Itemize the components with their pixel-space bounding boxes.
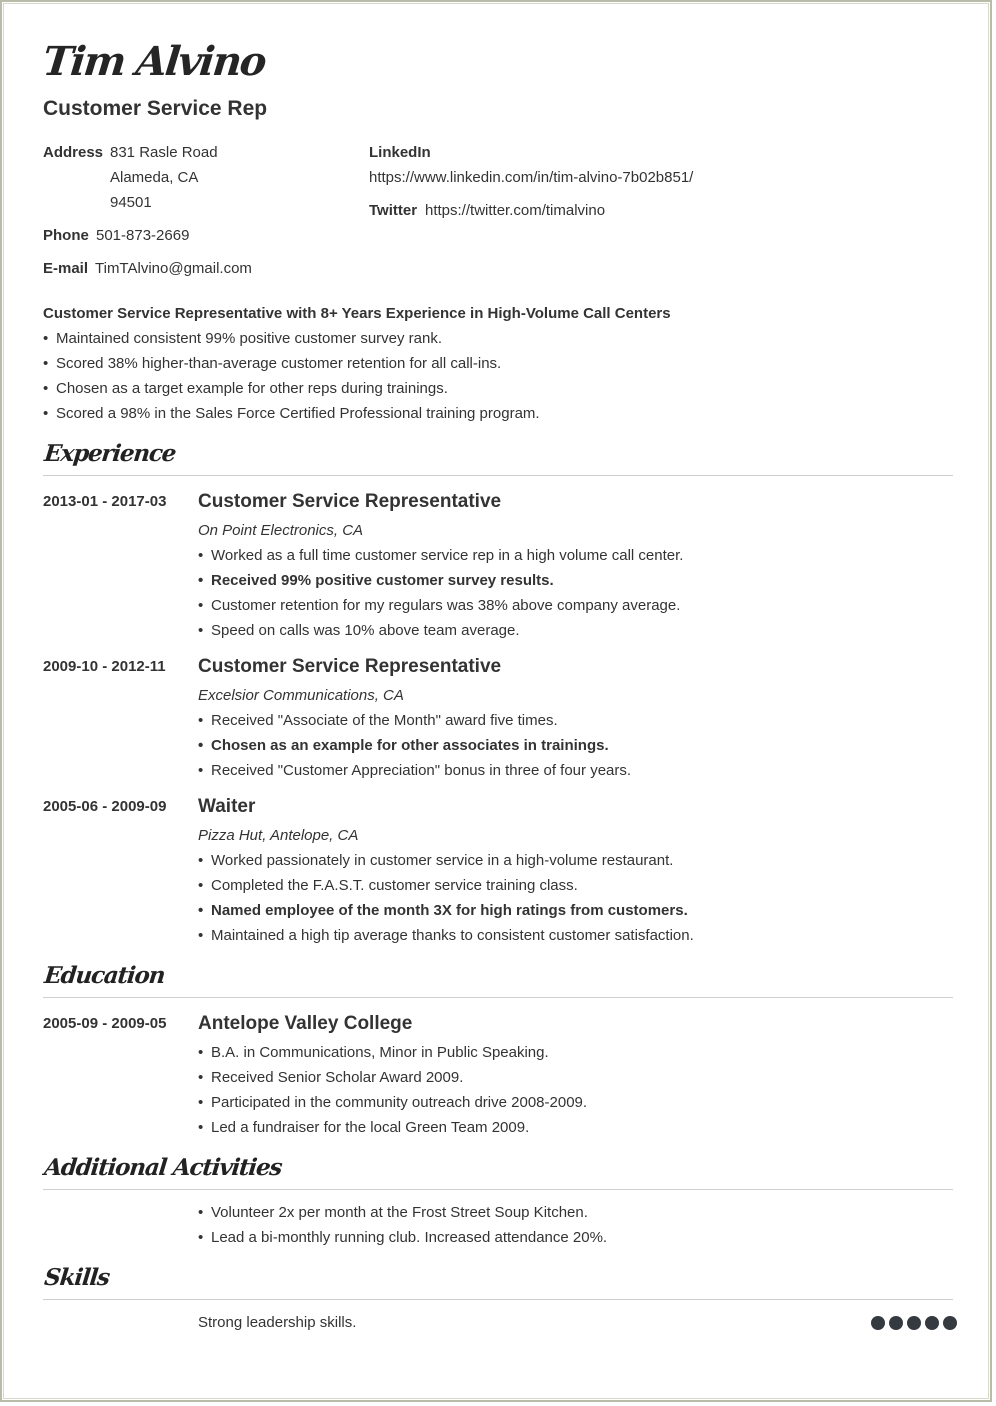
address-line2: Alameda, CA bbox=[110, 169, 199, 186]
skill-label: Strong leadership skills. bbox=[198, 1314, 357, 1331]
education-dates: 2005-09 - 2009-05 bbox=[43, 1015, 167, 1032]
summary-heading: Customer Service Representative with 8+ Years Experience in High-Volume Call Centers bbox=[43, 305, 671, 322]
rating-dot bbox=[907, 1316, 921, 1330]
job-company: Pizza Hut, Antelope, CA bbox=[198, 827, 359, 844]
rating-dot bbox=[871, 1316, 885, 1330]
job-role: Waiter bbox=[198, 796, 256, 817]
job-dates: 2013-01 - 2017-03 bbox=[43, 493, 167, 510]
rating-dot bbox=[889, 1316, 903, 1330]
section-heading-experience: Experience bbox=[43, 440, 177, 467]
address-line1: 831 Rasle Road bbox=[110, 144, 218, 161]
address-label: Address bbox=[43, 144, 104, 161]
job-role: Customer Service Representative bbox=[198, 491, 502, 512]
section-divider bbox=[43, 1189, 953, 1190]
rating-dot bbox=[925, 1316, 939, 1330]
section-heading-education: Education bbox=[43, 962, 166, 989]
job-company: Excelsior Communications, CA bbox=[198, 687, 404, 704]
section-divider bbox=[43, 997, 953, 998]
twitter-link[interactable]: https://twitter.com/timalvino bbox=[425, 202, 606, 219]
education-school: Antelope Valley College bbox=[198, 1013, 413, 1034]
linkedin-link[interactable]: https://www.linkedin.com/in/tim-alvino-7b02b851/ bbox=[369, 169, 694, 186]
job-company: On Point Electronics, CA bbox=[198, 522, 364, 539]
section-divider bbox=[43, 1299, 953, 1300]
rating-dot bbox=[943, 1316, 957, 1330]
job-dates: 2009-10 - 2012-11 bbox=[43, 658, 166, 675]
twitter-label: Twitter bbox=[369, 202, 418, 219]
email-value[interactable]: TimTAlvino@gmail.com bbox=[95, 260, 252, 277]
email-label: E-mail bbox=[43, 260, 89, 277]
job-dates: 2005-06 - 2009-09 bbox=[43, 798, 167, 815]
address-line3: 94501 bbox=[110, 194, 152, 211]
job-role: Customer Service Representative bbox=[198, 656, 502, 677]
candidate-name: Tim Alvino bbox=[40, 38, 268, 85]
section-divider bbox=[43, 475, 953, 476]
phone-label: Phone bbox=[43, 227, 89, 244]
skill-rating bbox=[871, 1316, 957, 1330]
job-title: Customer Service Rep bbox=[43, 97, 268, 120]
phone-value: 501-873-2669 bbox=[96, 227, 190, 244]
section-heading-skills: Skills bbox=[43, 1264, 111, 1291]
linkedin-label: LinkedIn bbox=[369, 144, 431, 161]
section-heading-activities: Additional Activities bbox=[43, 1154, 283, 1181]
